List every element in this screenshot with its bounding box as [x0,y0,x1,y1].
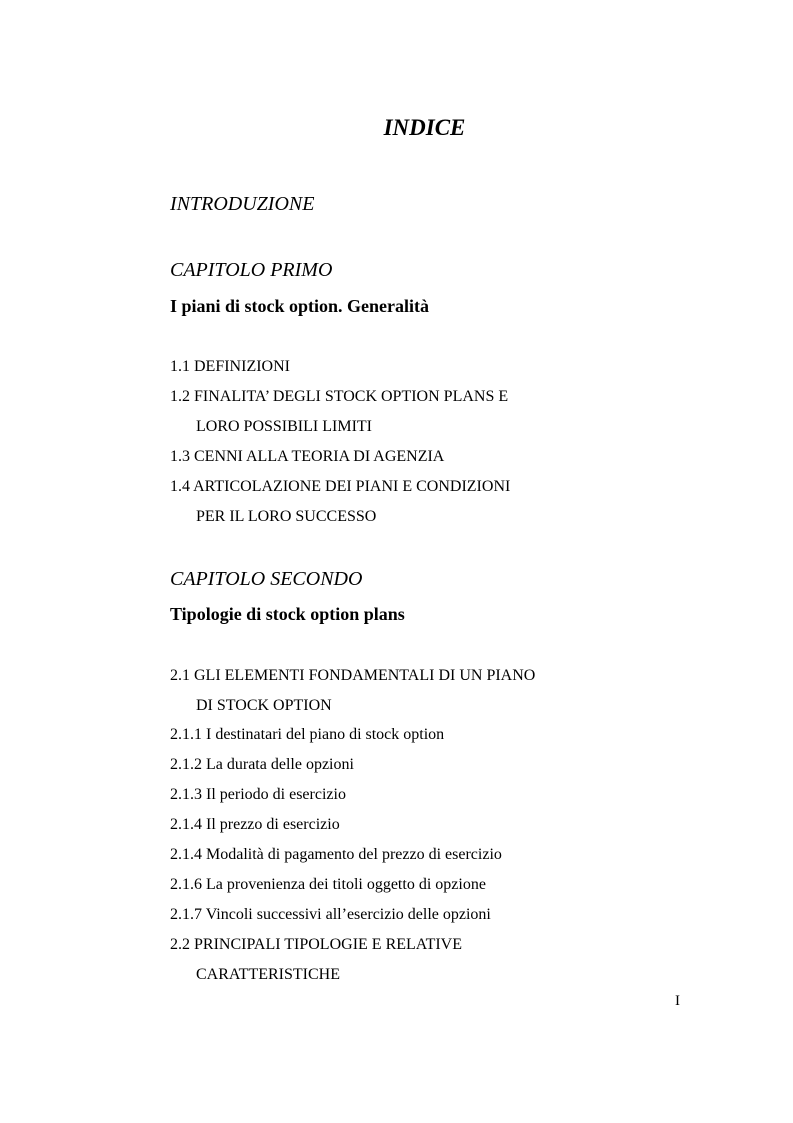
toc-entry: 2.1.3 Il periodo di esercizio [170,786,346,803]
page-title: INDICE [383,115,466,140]
toc-entry-continuation: CARATTERISTICHE [196,966,340,983]
toc-entry-continuation: DI STOCK OPTION [196,697,332,714]
toc-entry: 1.3 CENNI ALLA TEORIA DI AGENZIA [170,448,445,465]
chapter-2-subtitle: Tipologie di stock option plans [170,604,405,624]
toc-entry: 2.2 PRINCIPALI TIPOLOGIE E RELATIVE [170,936,462,953]
toc-entry-continuation: PER IL LORO SUCCESSO [196,508,377,525]
page-number: I [675,993,680,1009]
toc-entry: 2.1.4 Il prezzo di esercizio [170,816,340,833]
toc-entry: 2.1.7 Vincoli successivi all’esercizio delle opzioni [170,906,491,923]
chapter-1-heading: CAPITOLO PRIMO [170,259,333,281]
toc-entry: 1.4 ARTICOLAZIONE DEI PIANI E CONDIZIONI [170,478,511,495]
toc-entry: 1.1 DEFINIZIONI [170,358,290,375]
introduction-heading: INTRODUZIONE [170,193,315,215]
toc-entry: 2.1.4 Modalità di pagamento del prezzo di esercizio [170,846,502,863]
toc-entry: 1.2 FINALITA’ DEGLI STOCK OPTION PLANS E [170,388,509,405]
chapter-1-subtitle: I piani di stock option. Generalità [170,296,430,316]
toc-entry: 2.1 GLI ELEMENTI FONDAMENTALI DI UN PIANO [170,667,536,684]
toc-entry: 2.1.1 I destinatari del piano di stock option [170,726,445,743]
toc-entry-continuation: LORO POSSIBILI LIMITI [196,418,372,435]
chapter-2-heading: CAPITOLO SECONDO [170,568,363,590]
toc-entry: 2.1.6 La provenienza dei titoli oggetto di opzione [170,876,486,893]
toc-entry: 2.1.2 La durata delle opzioni [170,756,354,773]
